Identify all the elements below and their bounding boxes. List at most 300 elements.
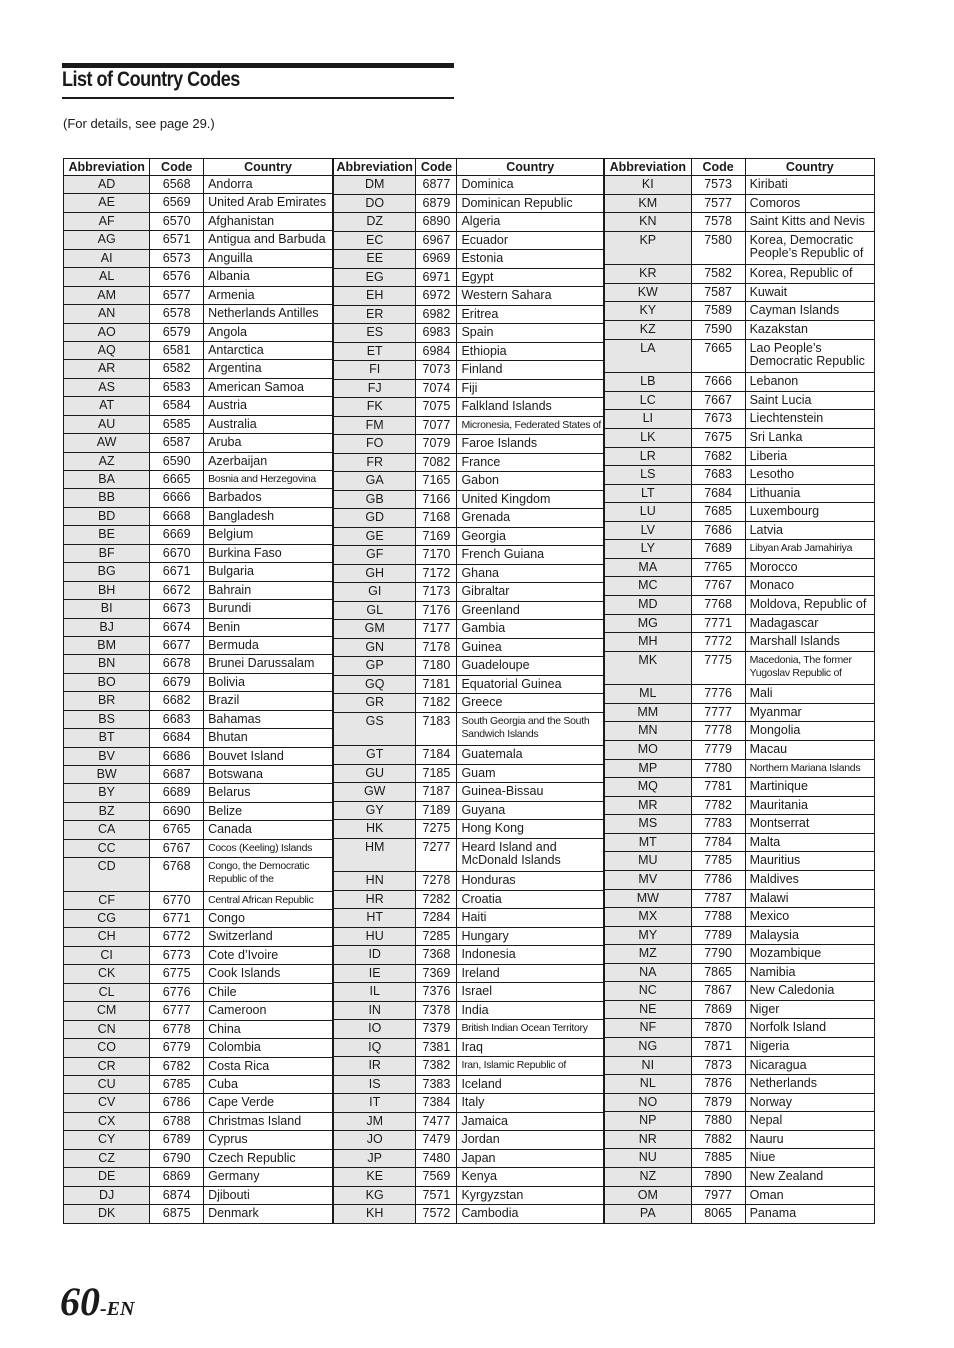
country-cell: Burundi	[204, 600, 333, 618]
table-row	[605, 373, 875, 392]
table-row	[334, 435, 604, 454]
table-row	[334, 783, 604, 802]
country-cell: Botswana	[204, 766, 333, 784]
country-cell: Malawi	[745, 889, 874, 908]
code-cell: 7784	[691, 833, 745, 852]
abbreviation-cell: LU	[605, 503, 692, 522]
code-cell: 7189	[416, 801, 457, 820]
country-cell: Monaco	[745, 577, 874, 596]
abbreviation-cell: GA	[334, 472, 416, 491]
table-row	[334, 946, 604, 965]
table-row	[64, 766, 333, 784]
country-cell: New Caledonia	[745, 982, 874, 1001]
abbreviation-cell: GN	[334, 638, 416, 657]
abbreviation-cell: IE	[334, 964, 416, 983]
code-cell: 7368	[416, 946, 457, 965]
abbreviation-cell: NF	[605, 1019, 692, 1038]
country-cell: Guam	[457, 764, 604, 783]
abbreviation-cell: IL	[334, 983, 416, 1002]
country-cell: Congo, the Democratic Republic of the	[204, 858, 333, 891]
country-cell: Falkland Islands	[457, 398, 604, 417]
code-cell: 7480	[416, 1149, 457, 1168]
code-cell: 7166	[416, 490, 457, 509]
country-cell: Anguilla	[204, 249, 333, 267]
abbreviation-cell: OM	[605, 1186, 692, 1205]
country-cell: Netherlands	[745, 1075, 874, 1094]
table-row	[605, 1167, 875, 1186]
country-cell: Lesotho	[745, 466, 874, 485]
country-cell: Northern Mariana Islands	[745, 759, 874, 778]
table-row	[334, 1112, 604, 1131]
country-cell: Cook Islands	[204, 965, 333, 983]
table-row	[334, 231, 604, 250]
table-row	[64, 1057, 333, 1075]
table-row	[64, 983, 333, 1001]
code-cell: 6778	[150, 1020, 204, 1038]
table-row	[64, 747, 333, 765]
country-cell: Mexico	[745, 908, 874, 927]
table-row	[334, 194, 604, 213]
table-row	[334, 638, 604, 657]
table-row	[605, 889, 875, 908]
table-row	[64, 563, 333, 581]
abbreviation-cell: BI	[64, 600, 150, 618]
abbreviation-cell: LR	[605, 447, 692, 466]
code-cell: 7569	[416, 1168, 457, 1187]
abbreviation-cell: GL	[334, 601, 416, 620]
code-cell: 7376	[416, 983, 457, 1002]
country-cell: Malaysia	[745, 926, 874, 945]
table-row	[334, 564, 604, 583]
abbreviation-cell: NI	[605, 1056, 692, 1075]
table-row	[64, 360, 333, 378]
code-cell: 7867	[691, 982, 745, 1001]
table-row	[605, 741, 875, 760]
code-cell: 6683	[150, 710, 204, 728]
abbreviation-cell: KM	[605, 194, 692, 213]
code-cell: 7673	[691, 410, 745, 429]
country-cell: Bangladesh	[204, 507, 333, 525]
abbreviation-cell: KW	[605, 283, 692, 302]
country-cell: Belarus	[204, 784, 333, 802]
country-cell: Nigeria	[745, 1038, 874, 1057]
country-cell: Kenya	[457, 1168, 604, 1187]
abbreviation-cell: IO	[334, 1020, 416, 1039]
code-cell: 6673	[150, 600, 204, 618]
abbreviation-cell: AE	[64, 194, 150, 212]
table-row	[605, 1112, 875, 1131]
abbreviation-cell: GE	[334, 527, 416, 546]
table-row	[334, 764, 604, 783]
code-cell: 7277	[416, 838, 457, 872]
abbreviation-cell: MK	[605, 651, 692, 685]
code-cell: 7781	[691, 778, 745, 797]
country-cell: New Zealand	[745, 1167, 874, 1186]
abbreviation-cell: KN	[605, 213, 692, 232]
code-cell: 6585	[150, 415, 204, 433]
country-cell: Finland	[457, 361, 604, 380]
title-underline	[62, 97, 454, 99]
abbreviation-cell: IT	[334, 1094, 416, 1113]
code-cell: 6984	[416, 342, 457, 361]
table-row	[64, 839, 333, 857]
abbreviation-cell: AO	[64, 323, 150, 341]
abbreviation-cell: AT	[64, 397, 150, 415]
abbreviation-cell: GH	[334, 564, 416, 583]
abbreviation-cell: LV	[605, 521, 692, 540]
table-row	[605, 213, 875, 232]
abbreviation-cell: CU	[64, 1075, 150, 1093]
code-cell: 7689	[691, 540, 745, 559]
abbreviation-cell: NG	[605, 1038, 692, 1057]
table-row	[605, 633, 875, 652]
country-cell: Myanmar	[745, 703, 874, 722]
code-cell: 7077	[416, 416, 457, 435]
table-row	[605, 1019, 875, 1038]
abbreviation-cell: BS	[64, 710, 150, 728]
abbreviation-cell: IS	[334, 1075, 416, 1094]
table-row	[64, 1168, 333, 1186]
code-cell: 6765	[150, 821, 204, 839]
table-row	[334, 983, 604, 1002]
code-cell: 6577	[150, 286, 204, 304]
table-row	[605, 778, 875, 797]
country-cell: Mozambique	[745, 945, 874, 964]
abbreviation-cell: LS	[605, 466, 692, 485]
code-cell: 7876	[691, 1075, 745, 1094]
table-row	[334, 416, 604, 435]
code-cell: 7780	[691, 759, 745, 778]
code-cell: 6579	[150, 323, 204, 341]
abbreviation-cell: CG	[64, 910, 150, 928]
country-cell: Oman	[745, 1186, 874, 1205]
header-code: Code	[150, 159, 204, 176]
country-cell: Kiribati	[745, 176, 874, 195]
table-row	[64, 891, 333, 909]
abbreviation-cell: GF	[334, 546, 416, 565]
country-cell: Angola	[204, 323, 333, 341]
table-row	[334, 546, 604, 565]
abbreviation-cell: MY	[605, 926, 692, 945]
country-cell: Dominican Republic	[457, 194, 604, 213]
table-row	[64, 655, 333, 673]
country-cell: Morocco	[745, 558, 874, 577]
abbreviation-cell: GT	[334, 746, 416, 765]
country-cell: Bouvet Island	[204, 747, 333, 765]
table-row	[334, 1001, 604, 1020]
table-row	[334, 213, 604, 232]
country-cell: Cameroon	[204, 1002, 333, 1020]
country-cell: Guinea-Bissau	[457, 783, 604, 802]
code-cell: 6678	[150, 655, 204, 673]
abbreviation-cell: HM	[334, 838, 416, 872]
country-cell: Macau	[745, 741, 874, 760]
code-cell: 6684	[150, 729, 204, 747]
table-row	[334, 1094, 604, 1113]
code-cell: 6775	[150, 965, 204, 983]
code-cell: 6578	[150, 305, 204, 323]
country-cell: Martinique	[745, 778, 874, 797]
table-row	[605, 945, 875, 964]
abbreviation-cell: MR	[605, 796, 692, 815]
code-cell: 6879	[416, 194, 457, 213]
code-cell: 6982	[416, 305, 457, 324]
country-cell: Liechtenstein	[745, 410, 874, 429]
country-cell: Germany	[204, 1168, 333, 1186]
code-cell: 7590	[691, 321, 745, 340]
code-cell: 6568	[150, 176, 204, 194]
abbreviation-cell: EC	[334, 231, 416, 250]
abbreviation-cell: DK	[64, 1205, 150, 1224]
table-row	[334, 287, 604, 306]
abbreviation-cell: CA	[64, 821, 150, 839]
abbreviation-cell: GB	[334, 490, 416, 509]
abbreviation-cell: CY	[64, 1131, 150, 1149]
abbreviation-cell: CX	[64, 1112, 150, 1130]
abbreviation-cell: GY	[334, 801, 416, 820]
table-row	[334, 1131, 604, 1150]
table-row	[605, 577, 875, 596]
table-row	[334, 601, 604, 620]
abbreviation-cell: HK	[334, 820, 416, 839]
code-cell: 7182	[416, 694, 457, 713]
country-cell: Cambodia	[457, 1205, 604, 1224]
code-cell: 7776	[691, 685, 745, 704]
table-row	[605, 796, 875, 815]
code-cell: 7778	[691, 722, 745, 741]
table-row	[64, 802, 333, 820]
table-row	[605, 759, 875, 778]
country-cell: Antarctica	[204, 341, 333, 359]
code-cell: 6569	[150, 194, 204, 212]
country-cell: Chile	[204, 983, 333, 1001]
abbreviation-cell: MP	[605, 759, 692, 778]
country-cell: Hong Kong	[457, 820, 604, 839]
abbreviation-cell: CD	[64, 858, 150, 891]
country-cell: Burkina Faso	[204, 544, 333, 562]
abbreviation-cell: FR	[334, 453, 416, 472]
table-row	[334, 361, 604, 380]
code-cell: 7285	[416, 927, 457, 946]
country-cell: Aruba	[204, 434, 333, 452]
abbreviation-cell: AM	[64, 286, 150, 304]
abbreviation-cell: CV	[64, 1094, 150, 1112]
table-row	[605, 703, 875, 722]
code-cell: 6875	[150, 1205, 204, 1224]
country-cell: Norfolk Island	[745, 1019, 874, 1038]
table-row	[334, 801, 604, 820]
code-cell: 7172	[416, 564, 457, 583]
country-code-table-2	[333, 158, 604, 1224]
abbreviation-cell: DE	[64, 1168, 150, 1186]
table-row	[64, 710, 333, 728]
table-row	[334, 583, 604, 602]
table-row	[64, 1205, 333, 1224]
table-row	[64, 965, 333, 983]
country-cell: Jamaica	[457, 1112, 604, 1131]
code-cell: 7777	[691, 703, 745, 722]
code-cell: 7074	[416, 379, 457, 398]
country-cell: Croatia	[457, 890, 604, 909]
code-cell: 7789	[691, 926, 745, 945]
country-cell: Armenia	[204, 286, 333, 304]
abbreviation-cell: AQ	[64, 341, 150, 359]
abbreviation-cell: CR	[64, 1057, 150, 1075]
table-row	[64, 544, 333, 562]
code-cell: 6772	[150, 928, 204, 946]
country-cell: Libyan Arab Jamahiriya	[745, 540, 874, 559]
code-cell: 6771	[150, 910, 204, 928]
code-cell: 7075	[416, 398, 457, 417]
table-row	[64, 212, 333, 230]
code-cell: 7871	[691, 1038, 745, 1057]
table-row	[334, 398, 604, 417]
abbreviation-cell: IN	[334, 1001, 416, 1020]
code-cell: 6790	[150, 1149, 204, 1167]
code-cell: 7168	[416, 509, 457, 528]
country-cell: Azerbaijan	[204, 452, 333, 470]
table-row	[605, 908, 875, 927]
abbreviation-cell: DO	[334, 194, 416, 213]
code-cell: 7578	[691, 213, 745, 232]
abbreviation-cell: CL	[64, 983, 150, 1001]
country-cell: Niue	[745, 1149, 874, 1168]
country-cell: Israel	[457, 983, 604, 1002]
table-row	[64, 784, 333, 802]
country-cell: Ireland	[457, 964, 604, 983]
country-cell: Malta	[745, 833, 874, 852]
country-cell: Mauritius	[745, 852, 874, 871]
country-cell: Saint Lucia	[745, 391, 874, 410]
abbreviation-cell: GD	[334, 509, 416, 528]
code-cell: 7180	[416, 657, 457, 676]
code-cell: 6776	[150, 983, 204, 1001]
country-cell: Equatorial Guinea	[457, 675, 604, 694]
code-cell: 7479	[416, 1131, 457, 1150]
country-cell: Belgium	[204, 526, 333, 544]
country-cell: Niger	[745, 1000, 874, 1019]
table-row	[64, 1149, 333, 1167]
code-cell: 6686	[150, 747, 204, 765]
code-cell: 6669	[150, 526, 204, 544]
code-cell: 6874	[150, 1186, 204, 1204]
code-cell: 7187	[416, 783, 457, 802]
abbreviation-cell: BD	[64, 507, 150, 525]
country-cell: Hungary	[457, 927, 604, 946]
abbreviation-cell: MN	[605, 722, 692, 741]
country-cell: Mauritania	[745, 796, 874, 815]
table-row	[334, 268, 604, 287]
code-cell: 6788	[150, 1112, 204, 1130]
country-cell: Netherlands Antilles	[204, 305, 333, 323]
abbreviation-cell: KY	[605, 302, 692, 321]
table-row	[605, 833, 875, 852]
table-row	[605, 447, 875, 466]
table-row	[64, 397, 333, 415]
abbreviation-cell: KH	[334, 1205, 416, 1224]
table-row	[334, 1075, 604, 1094]
page-title: List of Country Codes	[62, 68, 240, 91]
table-row	[605, 852, 875, 871]
country-cell: India	[457, 1001, 604, 1020]
code-cell: 6777	[150, 1002, 204, 1020]
code-cell: 6869	[150, 1168, 204, 1186]
table-row	[64, 231, 333, 249]
table-row	[64, 507, 333, 525]
code-cell: 6668	[150, 507, 204, 525]
abbreviation-cell: BE	[64, 526, 150, 544]
country-cell: Cape Verde	[204, 1094, 333, 1112]
table-row	[64, 946, 333, 964]
code-cell: 7384	[416, 1094, 457, 1113]
country-cell: Nicaragua	[745, 1056, 874, 1075]
abbreviation-cell: BG	[64, 563, 150, 581]
code-cell: 7790	[691, 945, 745, 964]
code-cell: 7278	[416, 872, 457, 891]
abbreviation-cell: BB	[64, 489, 150, 507]
code-cell: 7073	[416, 361, 457, 380]
code-cell: 7870	[691, 1019, 745, 1038]
table-row	[64, 1039, 333, 1057]
table-body-1	[64, 176, 333, 1224]
code-cell: 7178	[416, 638, 457, 657]
table-row	[334, 1057, 604, 1076]
table-row	[605, 614, 875, 633]
code-cell: 7873	[691, 1056, 745, 1075]
table-row	[605, 1056, 875, 1075]
code-cell: 6768	[150, 858, 204, 891]
country-cell: Iceland	[457, 1075, 604, 1094]
code-cell: 7682	[691, 447, 745, 466]
code-cell: 7275	[416, 820, 457, 839]
country-cell: Maldives	[745, 870, 874, 889]
code-cell: 7786	[691, 870, 745, 889]
country-cell: Switzerland	[204, 928, 333, 946]
code-cell: 6789	[150, 1131, 204, 1149]
country-cell: Ecuador	[457, 231, 604, 250]
abbreviation-cell: CM	[64, 1002, 150, 1020]
code-cell: 7082	[416, 453, 457, 472]
table-row	[605, 410, 875, 429]
abbreviation-cell: AZ	[64, 452, 150, 470]
abbreviation-cell: MQ	[605, 778, 692, 797]
code-cell: 7181	[416, 675, 457, 694]
abbreviation-cell: KI	[605, 176, 692, 195]
code-cell: 6969	[416, 250, 457, 269]
table-row	[64, 1094, 333, 1112]
country-cell: Afghanistan	[204, 212, 333, 230]
code-cell: 7666	[691, 373, 745, 392]
country-cell: Guinea	[457, 638, 604, 657]
country-cell: British Indian Ocean Territory	[457, 1020, 604, 1039]
abbreviation-cell: AN	[64, 305, 150, 323]
abbreviation-cell: KG	[334, 1186, 416, 1205]
table-row	[334, 305, 604, 324]
table-row	[605, 176, 875, 195]
code-cell: 6670	[150, 544, 204, 562]
table-row	[605, 231, 875, 265]
country-cell: Benin	[204, 618, 333, 636]
country-cell: Albania	[204, 268, 333, 286]
country-cell: Gambia	[457, 620, 604, 639]
country-cell: Congo	[204, 910, 333, 928]
country-cell: Indonesia	[457, 946, 604, 965]
table-row	[605, 1093, 875, 1112]
country-cell: Argentina	[204, 360, 333, 378]
abbreviation-cell: CC	[64, 839, 150, 857]
code-cell: 7577	[691, 194, 745, 213]
table-row	[334, 1168, 604, 1187]
